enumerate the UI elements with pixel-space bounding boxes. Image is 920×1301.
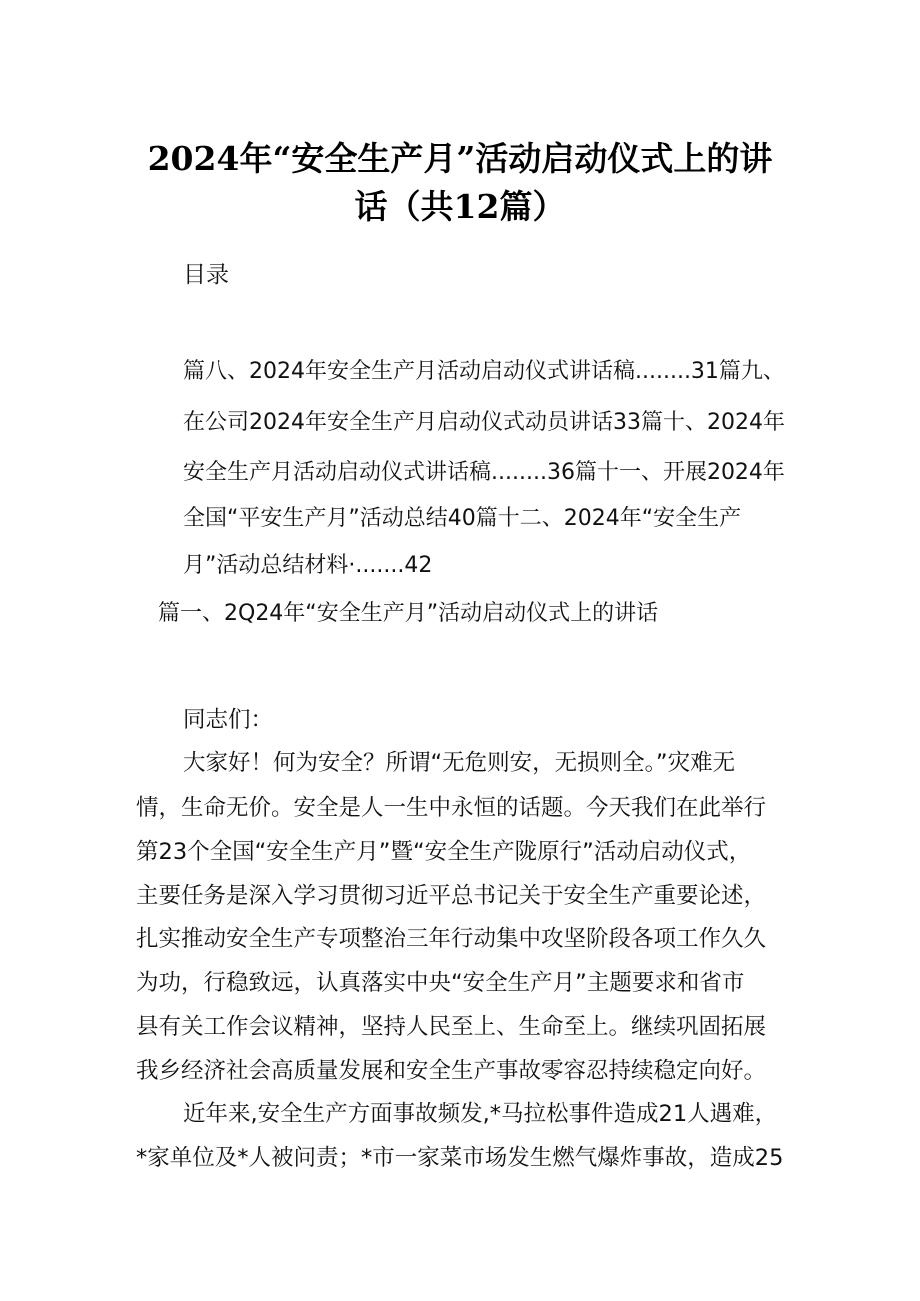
salutation: 同志们： [183,707,274,733]
paragraph-line: 县有关工作会议精神，坚持人民至上、生命至上。继续巩固拓展 [136,1014,767,1040]
toc-line: 在公司2024年安全生产月启动仪式动员讲话33篇十、2024年 [183,410,785,435]
paragraph-line: 大家好！何为安全？所谓“无危则安，无损则全。”灾难无 [183,750,736,776]
paragraph-line: 近年来,安全生产方面事故频发,*马拉松事件造成21人遇难， [183,1101,778,1127]
document-title-line-1: 2024年“安全生产月”活动启动仪式上的讲 [147,139,773,178]
toc-line: 篇八、2024年安全生产月活动启动仪式讲话稿........31篇九、 [183,359,785,384]
paragraph-line: 我乡经济社会高质量发展和安全生产事故零容忍持续稳定向好。 [136,1058,767,1084]
paragraph-line: 扎实推动安全生产专项整治三年行动集中攻坚阶段各项工作久久 [136,926,767,952]
toc-line: 安全生产月活动启动仪式讲话稿........36篇十一、开展2024年 [183,460,785,485]
toc-line: 全国“平安生产月”活动总结40篇十二、2024年“安全生产 [183,506,742,531]
toc-line: 月”活动总结材料·.......42 [183,553,433,578]
paragraph-line: 主要任务是深入学习贯彻习近平总书记关于安全生产重要论述， [136,883,767,909]
paragraph-line: 第23个全国“安全生产月”暨“安全生产陇原行”活动启动仪式， [136,839,752,865]
toc-heading: 目录 [183,262,229,288]
document-title-line-2: 话（共12篇） [354,187,566,226]
paragraph-line: 情，生命无价。安全是人一生中永恒的话题。今天我们在此举行 [136,795,767,821]
section-title: 篇一、2Q24年“安全生产月”活动启动仪式上的讲话 [158,601,659,626]
paragraph-line: 为功，行稳致远，认真落实中央“安全生产月”主题要求和省市 [136,970,745,996]
paragraph-line: *家单位及*人被问责；*市一家菜市场发生燃气爆炸事故，造成25 [136,1145,784,1171]
